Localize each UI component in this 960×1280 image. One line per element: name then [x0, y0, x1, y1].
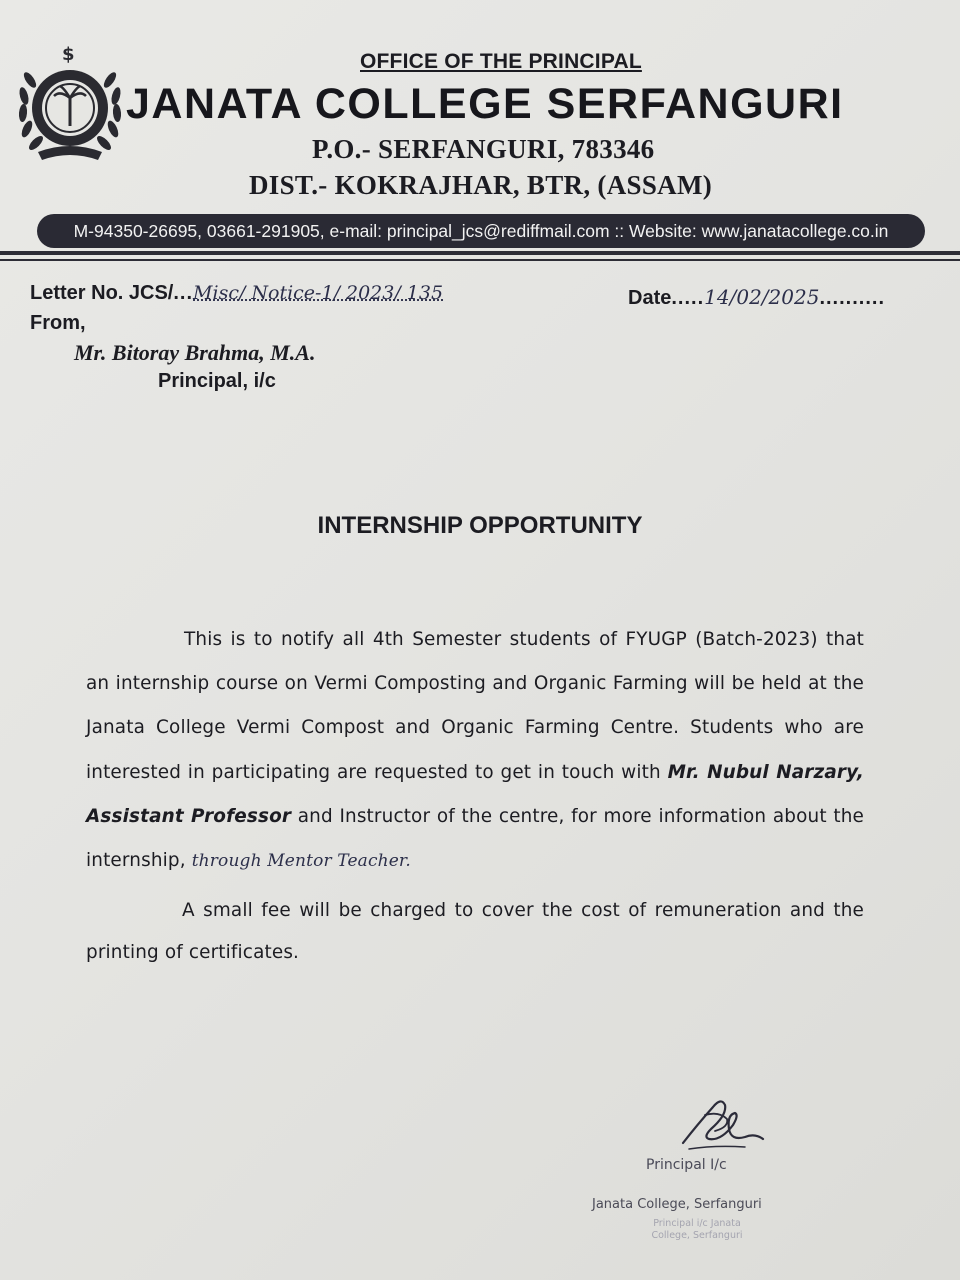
- college-name-heading: JANATA COLLEGE SERFANGURI: [126, 80, 844, 128]
- letter-number-handwritten: Misc/ Notice-1/ 2023/ 135: [193, 282, 444, 304]
- instructor-name-emphasis: Mr. Nubul Narzary, Assistant Professor: [86, 761, 864, 827]
- notice-paragraph-1: [86, 618, 864, 883]
- svg-text:$: $: [62, 44, 75, 65]
- letter-number-label: Letter No. JCS/: [30, 282, 174, 304]
- faded-office-stamp: Principal i/c Janata College, Serfanguri: [651, 1218, 743, 1241]
- paragraph-1-text-b: and Instructor of the centre, for more information about the internship,: [86, 805, 864, 872]
- college-emblem-logo: [14, 40, 126, 173]
- letterhead-divider-thick: [0, 251, 960, 255]
- notice-paragraph-2: A small fee will be charged to cover the cost of remuneration and the printing of certificates.: [86, 900, 864, 963]
- sender-designation: Principal, i/c: [158, 370, 276, 392]
- office-of-principal-label: OFFICE OF THE PRINCIPAL: [360, 50, 642, 73]
- handwritten-addition: through Mentor Teacher.: [191, 851, 411, 872]
- date-label: Date: [628, 287, 672, 309]
- from-label: From,: [30, 312, 86, 334]
- signature-college: Janata College, Serfanguri: [592, 1197, 762, 1212]
- notice-heading: INTERNSHIP OPPORTUNITY: [317, 512, 643, 539]
- principal-signature: [675, 1085, 770, 1165]
- sender-name: Mr. Bitoray Brahma, M.A.: [74, 340, 316, 365]
- district-address: DIST.- KOKRAJHAR, BTR, (ASSAM): [249, 170, 713, 200]
- contact-info-band: M-94350-26695, 03661-291905, e-mail: principal_jcs@rediffmail.com :: Website: www.janatacollege.co.in: [37, 214, 925, 248]
- post-office-address: P.O.- SERFANGURI, 783346: [312, 134, 655, 164]
- signature-title: Principal I/c: [646, 1157, 727, 1173]
- letterhead-divider-thin: [0, 259, 960, 261]
- paragraph-1-text-a: This is to notify all 4th Semester students of FYUGP (Batch-2023) that an internship course on Vermi Composting and Organic Farming will be held at the Janata College Vermi Compost and Organic Farming Centre. Students who are interested in participating are requested to get in touch with: [86, 629, 864, 783]
- date-handwritten: 14/02/2025: [704, 285, 820, 309]
- date-line: Date.....14/02/2025..........: [628, 285, 886, 309]
- letter-number-line: Letter No. JCS/...Misc/ Notice-1/ 2023/ 135: [30, 282, 444, 304]
